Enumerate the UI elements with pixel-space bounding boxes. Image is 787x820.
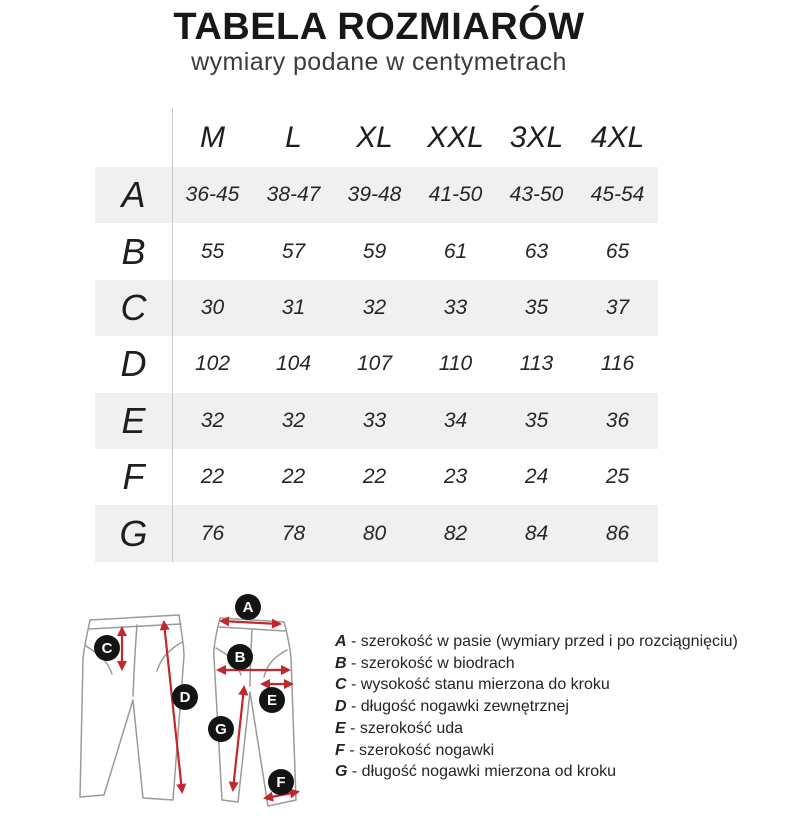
legend-letter: B xyxy=(335,654,347,672)
table-cell: 31 xyxy=(281,295,306,319)
measure-badge-g-letter: G xyxy=(215,721,227,738)
table-cell: 102 xyxy=(194,352,231,376)
legend-letter: C xyxy=(335,676,347,694)
legend-text: szerokość nogawki xyxy=(359,741,495,759)
column-header-xl: XL xyxy=(356,120,393,154)
measure-badge-a-letter: A xyxy=(242,599,254,616)
pants-left-fly xyxy=(133,625,137,696)
legend-letter: D xyxy=(335,698,347,716)
legend-separator: - xyxy=(344,741,359,759)
row-label: C xyxy=(120,286,147,328)
legend-separator: - xyxy=(346,654,361,672)
legend-text: długość nogawki mierzona od kroku xyxy=(361,763,617,781)
table-cell: 35 xyxy=(524,408,549,432)
table-cell: 82 xyxy=(443,521,468,545)
measure-arrow-g xyxy=(233,688,244,789)
size-table-body xyxy=(95,167,658,562)
measure-badge-e-letter: E xyxy=(266,692,278,709)
legend-item xyxy=(335,696,738,718)
legend-list xyxy=(335,631,738,783)
table-cell: 65 xyxy=(605,239,630,263)
size-table-header-row xyxy=(95,108,658,167)
measure-badge-b-letter: B xyxy=(234,649,246,666)
table-cell: 116 xyxy=(600,352,635,376)
row-label: D xyxy=(120,343,147,385)
table-row xyxy=(95,505,658,561)
measure-badge-d-letter: D xyxy=(179,689,191,706)
pants-diagram xyxy=(55,588,321,820)
legend-item xyxy=(335,653,738,675)
legend-item xyxy=(335,674,738,696)
table-cell: 38-47 xyxy=(266,183,321,207)
legend-text: długość nogawki zewnętrznej xyxy=(360,698,569,716)
legend-item xyxy=(335,631,738,653)
table-cell: 22 xyxy=(362,465,387,489)
table-cell: 32 xyxy=(200,408,225,432)
pants-left-figure xyxy=(80,615,198,800)
table-cell: 104 xyxy=(275,352,312,376)
table-cell: 63 xyxy=(524,239,549,263)
legend-text: wysokość stanu mierzona do kroku xyxy=(360,676,610,694)
legend-letter: A xyxy=(335,633,347,650)
row-label: F xyxy=(122,456,145,498)
table-row xyxy=(95,393,658,449)
column-header-xxl: XXL xyxy=(427,120,484,154)
legend-separator: - xyxy=(346,676,361,694)
table-cell: 110 xyxy=(438,352,473,376)
table-cell: 30 xyxy=(200,295,225,319)
page-subtitle: wymiary podane w centymetrach xyxy=(191,48,567,76)
table-row xyxy=(95,223,658,279)
column-divider xyxy=(172,108,174,562)
table-row xyxy=(95,167,658,223)
size-table xyxy=(95,108,658,562)
table-cell: 78 xyxy=(281,521,306,545)
page-title: TABELA ROZMIARÓW xyxy=(173,6,585,48)
table-cell: 57 xyxy=(281,239,306,263)
legend-letter: G xyxy=(335,763,348,781)
legend-item xyxy=(335,761,738,783)
table-cell: 43-50 xyxy=(509,183,564,207)
table-cell: 32 xyxy=(281,408,306,432)
legend-item xyxy=(335,740,738,762)
table-cell: 80 xyxy=(362,521,387,545)
legend-separator: - xyxy=(346,633,361,650)
row-label: G xyxy=(119,512,148,554)
measure-badge-f-letter: F xyxy=(276,774,286,791)
table-cell: 22 xyxy=(281,465,306,489)
table-cell: 24 xyxy=(524,465,549,489)
row-label: A xyxy=(121,174,146,216)
measure-badge-c-letter: C xyxy=(101,640,113,657)
pants-right-figure xyxy=(208,594,297,806)
table-row xyxy=(95,336,658,392)
table-cell: 33 xyxy=(443,295,468,319)
table-cell: 113 xyxy=(519,352,554,376)
table-cell: 55 xyxy=(200,239,225,263)
table-cell: 35 xyxy=(524,295,549,319)
table-cell: 45-54 xyxy=(590,183,645,207)
row-label: B xyxy=(121,230,146,272)
table-cell: 84 xyxy=(524,521,549,545)
pants-right-pocket-right xyxy=(264,650,287,677)
table-row xyxy=(95,280,658,336)
row-label: E xyxy=(121,399,146,441)
table-row xyxy=(95,449,658,505)
table-cell: 76 xyxy=(200,521,225,545)
table-cell: 22 xyxy=(200,465,225,489)
legend-separator: - xyxy=(346,698,361,716)
table-cell: 41-50 xyxy=(428,183,483,207)
legend-item xyxy=(335,718,738,740)
table-cell: 33 xyxy=(362,408,387,432)
pants-left-waistband xyxy=(89,624,181,629)
legend-text: szerokość w biodrach xyxy=(360,654,515,672)
table-cell: 61 xyxy=(443,239,468,263)
column-header-l: L xyxy=(285,120,302,154)
table-cell: 36-45 xyxy=(185,183,240,207)
legend-text: szerokość uda xyxy=(359,719,464,737)
column-header-m: M xyxy=(200,120,225,154)
header-spacer xyxy=(95,108,172,167)
table-cell: 86 xyxy=(605,521,630,545)
legend-text: szerokość w pasie (wymiary przed i po rozciągnięciu) xyxy=(360,633,738,650)
table-cell: 37 xyxy=(605,295,630,319)
table-cell: 23 xyxy=(443,465,468,489)
legend-separator: - xyxy=(347,763,362,781)
table-cell: 59 xyxy=(362,239,387,263)
legend-letter: F xyxy=(335,741,345,759)
table-cell: 39-48 xyxy=(347,183,402,207)
legend-separator: - xyxy=(345,719,360,737)
table-cell: 32 xyxy=(362,295,387,319)
table-cell: 107 xyxy=(356,352,393,376)
table-cell: 36 xyxy=(605,408,630,432)
table-cell: 34 xyxy=(443,408,468,432)
legend-letter: E xyxy=(335,719,346,737)
table-cell: 25 xyxy=(605,465,630,489)
column-header-4xl: 4XL xyxy=(590,120,645,154)
column-header-3xl: 3XL xyxy=(509,120,564,154)
